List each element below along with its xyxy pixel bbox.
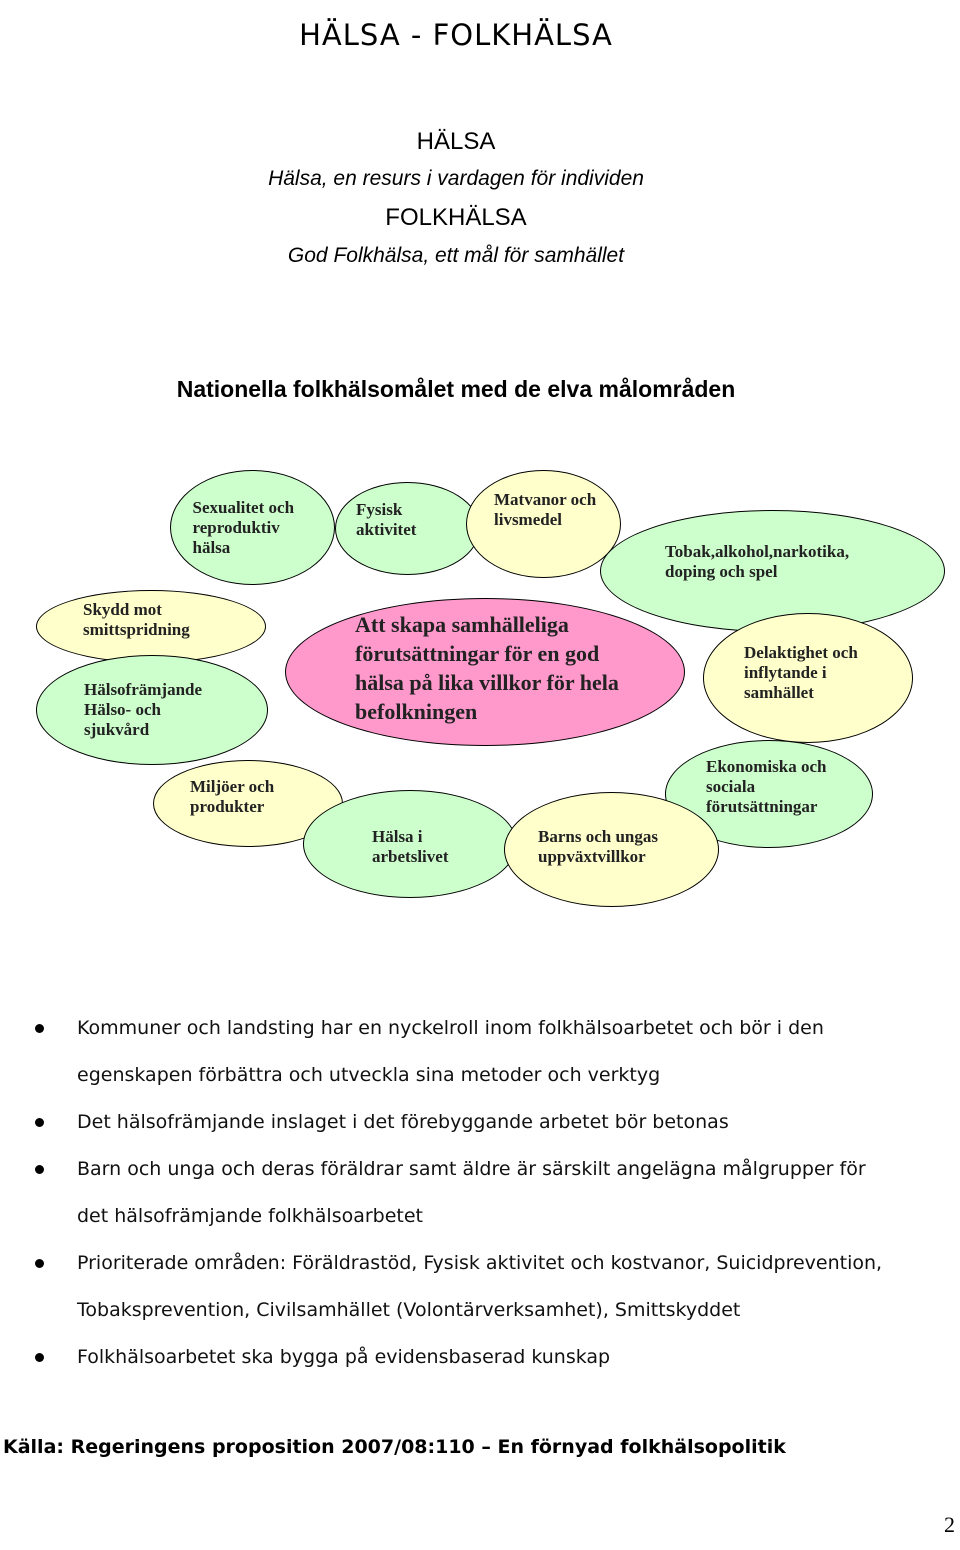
bullet-item (35, 1146, 955, 1240)
bubble-matvanor (466, 470, 621, 578)
bullet-dot (35, 1165, 44, 1174)
bullet-item (35, 1099, 955, 1146)
bubble-barns-label: Barns och ungas uppväxtvillkor (538, 826, 658, 866)
bubble-halsoframjande (36, 655, 268, 765)
bubble-skydd-label: Skydd mot smittspridning (83, 599, 190, 639)
folkhalsa-definition: God Folkhälsa, ett mål för samhället (287, 244, 625, 267)
bubble-center-goal (285, 598, 685, 746)
bullet-text: det hälsofrämjande folkhälsoarbetet (77, 1205, 424, 1227)
document-title: HÄLSA - FOLKHÄLSA (299, 18, 613, 52)
bubble-miljoer-label: Miljöer och produkter (190, 776, 275, 816)
bubble-arbetslivet-label: Hälsa i arbetslivet (372, 827, 449, 866)
target-areas-diagram (0, 470, 960, 910)
bubble-skydd (36, 590, 266, 663)
bubble-fysisk-label: Fysisk aktivitet (356, 499, 417, 539)
bullet-text: Tobaksprevention, Civilsamhället (Volontärverksamhet), Smittskyddet (77, 1299, 741, 1321)
bullet-item (35, 1334, 955, 1381)
bubble-sexualitet-label: Sexualitet och reproduktiv hälsa (192, 497, 295, 557)
bullet-text: Det hälsofrämjande inslaget i det förebyggande arbetet bör betonas (77, 1111, 729, 1133)
bubble-matvanor-label: Matvanor och livsmedel (494, 490, 597, 529)
bubble-halsoframjande-label: Hälsofrämjande Hälso- och sjukvård (84, 680, 203, 739)
bubble-delaktighet-label: Delaktighet och inflytande i samhället (744, 643, 858, 702)
bullet-dot (35, 1353, 44, 1362)
bullet-dot (35, 1259, 44, 1268)
bullet-list (35, 1005, 955, 1381)
bullet-item (35, 1005, 955, 1099)
diagram-title: Nationella folkhälsomålet med de elva målområden (176, 376, 736, 402)
page-number: 2 (944, 1512, 955, 1537)
bullet-text: Kommuner och landsting har en nyckelroll inom folkhälsoarbetet och bör i den (77, 1017, 824, 1039)
halsa-heading: HÄLSA (416, 128, 496, 155)
folkhalsa-heading: FOLKHÄLSA (385, 204, 527, 231)
bullet-text: egenskapen förbättra och utveckla sina metoder och verktyg (77, 1064, 661, 1086)
bullet-text: Barn och unga och deras föräldrar samt äldre är särskilt angelägna målgrupper för (77, 1158, 866, 1180)
halsa-definition: Hälsa, en resurs i vardagen för individen (268, 167, 644, 190)
bullet-text: Prioriterade områden: Föräldrastöd, Fysisk aktivitet och kostvanor, Suicidprevention, (77, 1252, 883, 1274)
bubble-tobak (600, 510, 945, 632)
source-citation: Källa: Regeringens proposition 2007/08:110 – En förnyad folkhälsopolitik (3, 1436, 786, 1458)
bullet-text: Folkhälsoarbetet ska bygga på evidensbaserad kunskap (77, 1346, 611, 1368)
center-goal-label: Att skapa samhälleliga förutsättningar för en god hälsa på lika villkor för hela befolkningen (355, 612, 619, 724)
bullet-dot (35, 1024, 44, 1033)
bubble-delaktighet (703, 613, 913, 743)
bubble-sexualitet (170, 470, 335, 585)
bullet-dot (35, 1118, 44, 1127)
bubble-barns (504, 792, 719, 907)
bullet-item (35, 1240, 955, 1334)
bubble-ekonomiska-label: Ekonomiska och sociala förutsättningar (706, 757, 827, 816)
bubble-arbetslivet (303, 790, 517, 898)
bubble-tobak-label: Tobak,alkohol,narkotika, doping och spel (665, 542, 850, 581)
bubble-fysisk (335, 482, 480, 575)
